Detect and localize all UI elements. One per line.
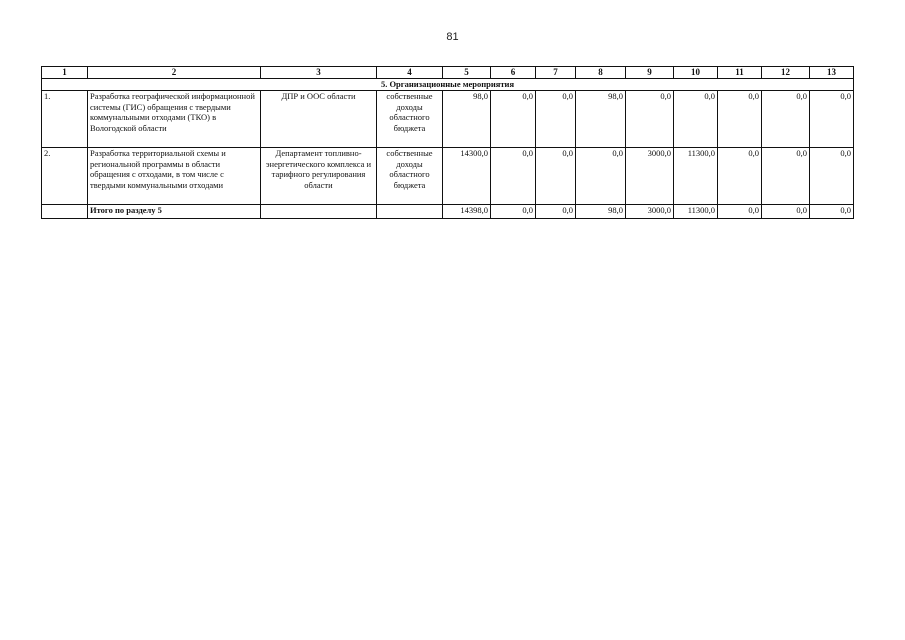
column-header: 13 <box>810 67 854 79</box>
executor: Департамент топливно-энергетического комплекса и тарифного регулирования области <box>261 148 377 205</box>
column-header: 7 <box>536 67 576 79</box>
column-header: 11 <box>718 67 762 79</box>
total-value-cell: 0,0 <box>718 205 762 219</box>
total-value-cell: 3000,0 <box>626 205 674 219</box>
row-number: 2. <box>42 148 88 205</box>
value-cell: 0,0 <box>762 148 810 205</box>
total-value-cell: 0,0 <box>536 205 576 219</box>
value-cell: 0,0 <box>810 91 854 148</box>
funding-source: собственные доходы областного бюджета <box>377 91 443 148</box>
row-number: 1. <box>42 91 88 148</box>
measure-name: Разработка территориальной схемы и региональной программы в области обращения с отходами, в том числе с твердыми коммунальными отходами <box>88 148 261 205</box>
value-cell: 98,0 <box>576 91 626 148</box>
column-header: 4 <box>377 67 443 79</box>
funding-source: собственные доходы областного бюджета <box>377 148 443 205</box>
section-title: 5. Организационные мероприятия <box>42 79 854 91</box>
column-header: 8 <box>576 67 626 79</box>
column-header: 12 <box>762 67 810 79</box>
empty-cell <box>42 205 88 219</box>
value-cell: 0,0 <box>762 91 810 148</box>
value-cell: 0,0 <box>491 91 536 148</box>
column-header: 3 <box>261 67 377 79</box>
value-cell: 0,0 <box>536 148 576 205</box>
column-number-row <box>42 67 854 79</box>
total-value-cell: 11300,0 <box>674 205 718 219</box>
empty-cell <box>377 205 443 219</box>
value-cell: 3000,0 <box>626 148 674 205</box>
value-cell: 0,0 <box>718 91 762 148</box>
total-value-cell: 0,0 <box>810 205 854 219</box>
total-value-cell: 14398,0 <box>443 205 491 219</box>
funding-table <box>41 66 854 219</box>
value-cell: 0,0 <box>491 148 536 205</box>
total-label: Итого по разделу 5 <box>88 205 261 219</box>
value-cell: 98,0 <box>443 91 491 148</box>
value-cell: 0,0 <box>674 91 718 148</box>
value-cell: 0,0 <box>626 91 674 148</box>
empty-cell <box>261 205 377 219</box>
value-cell: 14300,0 <box>443 148 491 205</box>
value-cell: 11300,0 <box>674 148 718 205</box>
column-header: 9 <box>626 67 674 79</box>
column-header: 6 <box>491 67 536 79</box>
table-row <box>42 91 854 148</box>
column-header: 5 <box>443 67 491 79</box>
table-row <box>42 148 854 205</box>
column-header: 10 <box>674 67 718 79</box>
measure-name: Разработка географической информационной системы (ГИС) обращения с твердыми коммунальными отходами (ТКО) в Вологодской области <box>88 91 261 148</box>
value-cell: 0,0 <box>718 148 762 205</box>
total-row <box>42 205 854 219</box>
page-number: 81 <box>446 31 459 43</box>
column-header: 2 <box>88 67 261 79</box>
value-cell: 0,0 <box>536 91 576 148</box>
total-value-cell: 98,0 <box>576 205 626 219</box>
total-value-cell: 0,0 <box>491 205 536 219</box>
section-header-row <box>42 79 854 91</box>
executor: ДПР и ООС области <box>261 91 377 148</box>
value-cell: 0,0 <box>576 148 626 205</box>
total-value-cell: 0,0 <box>762 205 810 219</box>
value-cell: 0,0 <box>810 148 854 205</box>
column-header: 1 <box>42 67 88 79</box>
